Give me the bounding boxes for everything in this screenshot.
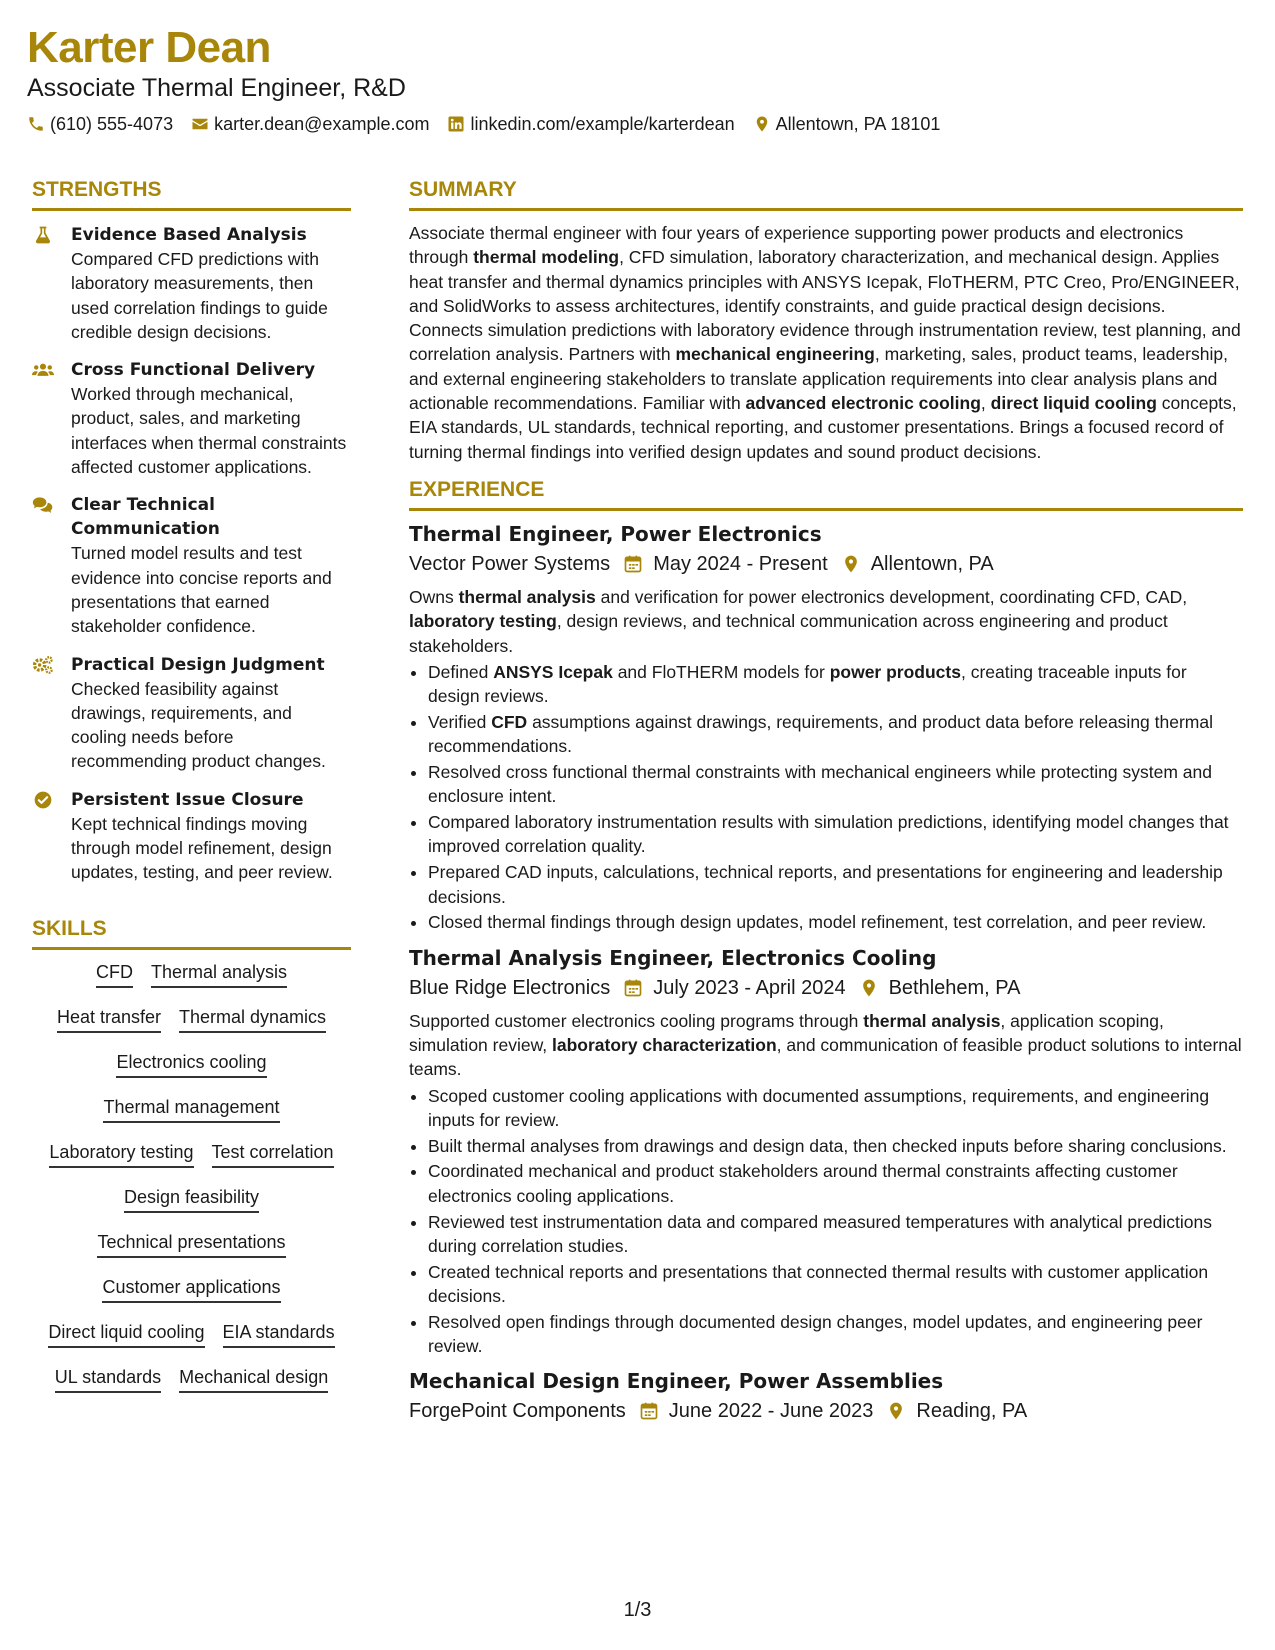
bullet-item: [428, 1084, 1243, 1133]
emphasis-text: thermal modeling: [473, 247, 620, 268]
strength-description: Worked through mechanical, product, sales, and marketing interfaces when thermal constraints affected customer applications.: [71, 384, 347, 478]
job-bullets: [409, 660, 1243, 935]
strength-description: Kept technical findings moving through model refinement, design updates, testing, and peer review.: [71, 813, 333, 883]
job-location: Reading, PA: [916, 1400, 1028, 1423]
skill-tag: Technical presentations: [97, 1230, 285, 1258]
skill-tag: Thermal management: [103, 1095, 279, 1123]
emphasis-text: thermal analysis: [863, 1010, 1001, 1031]
text-run: , CFD simulation, laboratory characterization, and mechanical design. Applies heat transfer and thermal dynamics principles with ANSYS Icepak, FloTHERM, PTC Creo, Pro/ENGINEER, and SolidWorks to assess architectures, identify constraints, and guide practical design decisions. Connects simulation predictions with laboratory evidence through instrumentation review, test planning, and correlation analysis. Partners with: [409, 247, 1241, 365]
bullet-item: [428, 1159, 1243, 1208]
job-intro: [409, 1009, 1243, 1082]
text-run: ,: [980, 393, 991, 414]
linkedin-text: linkedin.com/example/karterdean: [470, 114, 735, 134]
contact-email[interactable]: [191, 112, 429, 136]
job-location: Allentown, PA: [870, 552, 994, 575]
job-dates: June 2022 - June 2023: [668, 1400, 874, 1423]
text-run: Prepared CAD inputs, calculations, technical reports, and presentations for engineering and leadership decisions.: [428, 862, 1223, 907]
bullet-item: [428, 760, 1243, 809]
contact-linkedin[interactable]: [447, 112, 734, 136]
skill-tag: Mechanical design: [179, 1365, 328, 1393]
job-location: Bethlehem, PA: [888, 976, 1021, 999]
job-entry: [409, 1366, 1243, 1426]
skill-tag: Heat transfer: [57, 1005, 161, 1033]
skill-row: [32, 1365, 351, 1393]
job-dates: May 2024 - Present: [653, 552, 828, 575]
strength-item: [32, 358, 351, 479]
calendar-icon: [623, 978, 643, 998]
summary-heading: SUMMARY: [409, 176, 1243, 211]
experience-heading: EXPERIENCE: [409, 476, 1243, 511]
job-title: Mechanical Design Engineer, Power Assemblies: [409, 1369, 944, 1394]
job-intro: [409, 585, 1243, 658]
calendar-icon: [639, 1401, 659, 1421]
skill-tag: EIA standards: [223, 1320, 335, 1348]
strength-item: [32, 223, 351, 344]
phone-icon: [27, 115, 45, 133]
strengths-list: [32, 223, 351, 885]
bullet-item: [428, 810, 1243, 859]
strengths-heading: STRENGTHS: [32, 176, 351, 211]
job-title: Thermal Engineer, Power Electronics: [409, 521, 822, 546]
text-run: Coordinated mechanical and product stakeholders around thermal constraints affecting customer electronics cooling applications.: [428, 1161, 1178, 1206]
emphasis-text: ANSYS Icepak: [493, 661, 613, 682]
company-name: Vector Power Systems: [409, 552, 611, 575]
job-meta: [409, 1396, 1243, 1426]
text-run: Compared laboratory instrumentation results with simulation predictions, identifying model changes that improved correlation quality.: [428, 812, 1229, 857]
skill-tag: Electronics cooling: [116, 1050, 266, 1078]
text-run: Associate thermal engineer with four years of experience supporting power products and electronics through: [409, 223, 1184, 268]
resume-header: [27, 22, 1248, 136]
job-meta: [409, 973, 1243, 1003]
calendar-icon: [623, 554, 643, 574]
envelope-icon: [191, 115, 209, 133]
summary-text: [409, 221, 1243, 464]
map-pin-icon: [841, 554, 861, 574]
strength-title: Cross Functional Delivery: [71, 360, 316, 381]
bullet-item: [428, 910, 1243, 934]
bullet-item: [428, 860, 1243, 909]
skills-list: [32, 960, 351, 1393]
text-run: Created technical reports and presentations that connected thermal results with customer application decisions.: [428, 1261, 1209, 1306]
text-run: Owns: [409, 586, 459, 607]
email-text: karter.dean@example.com: [214, 114, 430, 134]
phone-text: (610) 555-4073: [50, 114, 174, 134]
strength-description: Checked feasibility against drawings, requirements, and cooling needs before recommending product changes.: [71, 678, 326, 772]
skill-tag: Design feasibility: [124, 1185, 259, 1213]
skill-row: [32, 1050, 351, 1078]
skill-row: [32, 1095, 351, 1123]
skill-row: [32, 1230, 351, 1258]
text-run: , marketing, sales, product teams, leadership, and external engineering stakeholders to translate application requirements into clear analysis plans and actionable recommendations. Familiar with: [409, 344, 1228, 414]
strength-description: Compared CFD predictions with laboratory measurements, then used correlation findings to guide credible design decisions.: [71, 249, 328, 342]
strength-title: Practical Design Judgment: [71, 654, 325, 675]
emphasis-text: advanced electronic cooling: [745, 393, 981, 414]
skill-row: [32, 1185, 351, 1213]
strength-item: [32, 653, 351, 774]
bullet-item: [428, 660, 1243, 709]
text-run: , creating traceable inputs for design reviews.: [428, 661, 1187, 707]
text-run: Built thermal analyses from drawings and design data, then checked inputs before sharing conclusions.: [428, 1135, 1227, 1156]
job-entry: [409, 519, 1243, 935]
strength-description: Turned model results and test evidence into concise reports and presentations that earned stakeholder confidence.: [71, 543, 332, 637]
bullet-item: [428, 1210, 1243, 1259]
right-column: [409, 176, 1243, 1426]
company-name: ForgePoint Components: [409, 1400, 626, 1423]
linkedin-icon: [447, 115, 465, 133]
skill-tag: Laboratory testing: [49, 1140, 193, 1168]
text-run: Resolved open findings through documented design changes, model updates, and engineering peer review.: [428, 1311, 1203, 1356]
text-run: Resolved cross functional thermal constraints with mechanical engineers while protecting system and enclosure intent.: [428, 762, 1212, 807]
emphasis-text: thermal analysis: [458, 586, 596, 607]
contact-location: [753, 112, 941, 136]
map-pin-icon: [753, 115, 771, 133]
skill-row: [32, 1005, 351, 1033]
text-run: , application scoping, simulation review,: [409, 1010, 1164, 1055]
text-run: and verification for power electronics development, coordinating CFD, CAD,: [595, 586, 1188, 607]
location-text: Allentown, PA 18101: [775, 114, 941, 134]
emphasis-text: CFD: [491, 711, 528, 732]
gears-icon: [32, 655, 54, 675]
company-name: Blue Ridge Electronics: [409, 976, 611, 999]
bullet-item: [428, 1310, 1243, 1359]
page-number: 1/3: [623, 1599, 652, 1621]
strength-title: Persistent Issue Closure: [71, 789, 304, 810]
job-entry: [409, 943, 1243, 1359]
text-run: and FloTHERM models for: [612, 661, 830, 682]
skill-row: [32, 1320, 351, 1348]
flask-icon: [32, 225, 54, 245]
contact-phone: [27, 112, 173, 136]
emphasis-text: laboratory testing: [409, 611, 557, 632]
emphasis-text: mechanical engineering: [675, 344, 875, 365]
strength-title: Clear Technical Communication: [71, 495, 220, 540]
map-pin-icon: [859, 978, 879, 998]
skill-row: [32, 960, 351, 988]
contact-bar: [27, 112, 1248, 136]
text-run: assumptions against drawings, requirements, and product data before releasing thermal recommendations.: [428, 711, 1214, 757]
skills-heading: SKILLS: [32, 915, 351, 950]
skill-tag: UL standards: [55, 1365, 161, 1393]
text-run: , and communication of feasible product solutions to internal teams.: [409, 1034, 1242, 1080]
experience-list: [409, 519, 1243, 1426]
candidate-name: Karter Dean: [27, 23, 271, 72]
text-run: concepts, EIA standards, UL standards, technical reporting, and customer presentations. Brings a focused record of turning thermal findings into verified design updates and sound product decisions.: [409, 393, 1237, 462]
left-column: [32, 176, 351, 1410]
text-run: Supported customer electronics cooling programs through: [409, 1010, 864, 1031]
bullet-item: [428, 1260, 1243, 1309]
skill-tag: Test correlation: [212, 1140, 334, 1168]
text-run: Scoped customer cooling applications with documented assumptions, requirements, and engineering inputs for review.: [428, 1085, 1210, 1130]
bullet-item: [428, 1134, 1243, 1158]
job-bullets: [409, 1084, 1243, 1359]
candidate-title: Associate Thermal Engineer, R&D: [27, 74, 406, 102]
text-run: Closed thermal findings through design updates, model refinement, test correlation, and peer review.: [428, 912, 1207, 933]
emphasis-text: power products: [829, 661, 961, 682]
text-run: Reviewed test instrumentation data and compared measured temperatures with analytical predictions during correlation studies.: [428, 1211, 1213, 1256]
users-icon: [32, 360, 54, 380]
skill-tag: Thermal analysis: [151, 960, 287, 988]
map-pin-icon: [886, 1401, 906, 1421]
strength-item: [32, 493, 351, 638]
emphasis-text: direct liquid cooling: [990, 393, 1157, 414]
skill-row: [32, 1275, 351, 1303]
skill-tag: Customer applications: [102, 1275, 280, 1303]
comments-icon: [32, 495, 54, 515]
skill-row: [32, 1140, 351, 1168]
emphasis-text: laboratory characterization: [551, 1034, 777, 1055]
text-run: Verified: [428, 711, 492, 732]
job-title: Thermal Analysis Engineer, Electronics Cooling: [409, 945, 937, 970]
job-dates: July 2023 - April 2024: [653, 976, 846, 999]
skill-tag: CFD: [96, 960, 133, 988]
text-run: Defined: [428, 661, 494, 682]
strength-item: [32, 788, 351, 885]
skill-tag: Thermal dynamics: [179, 1005, 326, 1033]
check-circle-icon: [32, 790, 54, 810]
bullet-item: [428, 710, 1243, 759]
job-meta: [409, 549, 1243, 579]
strength-title: Evidence Based Analysis: [71, 225, 307, 245]
text-run: , design reviews, and technical communication across engineering and product stakeholders.: [409, 611, 1168, 656]
skill-tag: Direct liquid cooling: [48, 1320, 204, 1348]
